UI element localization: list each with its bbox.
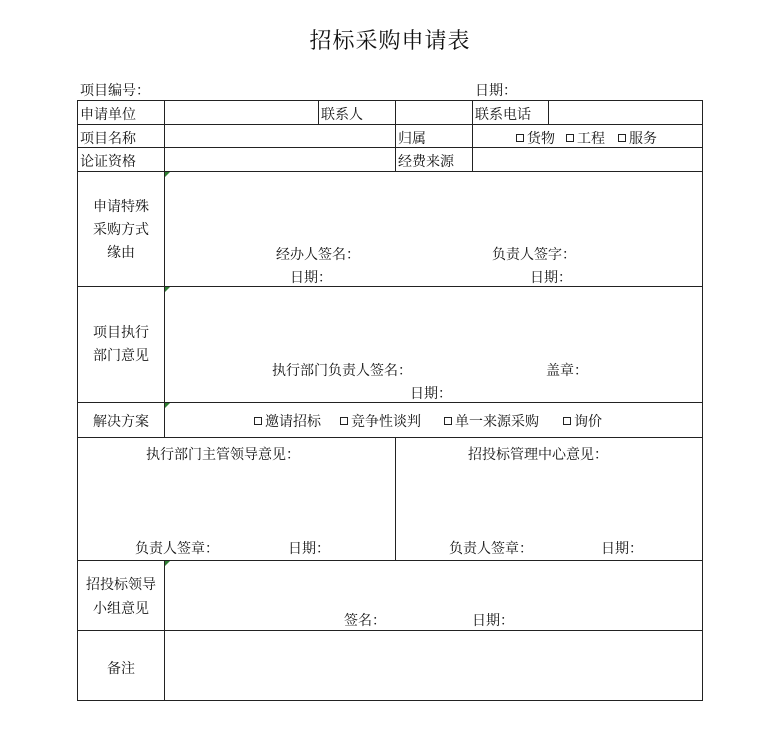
checkbox-icon: [254, 417, 262, 425]
supervisor-date-label: 日期：: [288, 541, 330, 557]
checkbox-icon: [340, 417, 348, 425]
page-title: 招标采购申请表: [309, 29, 471, 54]
date-label: 日期：: [475, 83, 517, 99]
checkbox-icon: [516, 134, 524, 142]
center-opinion-title: 招投标管理中心意见：: [468, 447, 608, 463]
supervisor-sign-label: 负责人签章：: [135, 541, 219, 557]
group-sign-label: 签名：: [344, 613, 386, 629]
option-competitive-negotiation[interactable]: 竞争性谈判: [340, 411, 421, 431]
remarks-label: 备注: [107, 661, 135, 677]
apply-unit-label: 申请单位: [80, 107, 136, 123]
exec-dept-date-label: 日期：: [410, 386, 452, 402]
checkbox-icon: [566, 134, 574, 142]
qualification-label: 论证资格: [80, 154, 136, 170]
leader-sign-label: 负责人签字：: [492, 247, 576, 263]
group-date-label: 日期：: [472, 613, 514, 629]
exec-dept-label: 项目执行 部门意见: [93, 325, 149, 364]
checkbox-icon: [618, 134, 626, 142]
option-inquiry[interactable]: 询价: [563, 411, 602, 431]
fund-source-label: 经费来源: [398, 154, 454, 170]
seal-label: 盖章：: [546, 363, 588, 379]
phone-label: 联系电话: [475, 107, 531, 123]
exec-dept-sign-label: 执行部门负责人签名：: [272, 363, 412, 379]
project-name-label: 项目名称: [80, 131, 136, 147]
special-reason-label: 申请特殊 采购方式 缘由: [93, 199, 149, 261]
solution-label: 解决方案: [93, 414, 149, 430]
belongs-label: 归属: [398, 131, 426, 147]
project-no-label: 项目编号：: [80, 83, 150, 99]
checkbox-icon: [444, 417, 452, 425]
option-invited-bidding[interactable]: 邀请招标: [254, 411, 321, 431]
option-goods[interactable]: 货物: [516, 128, 555, 148]
option-single-source[interactable]: 单一来源采购: [444, 411, 539, 431]
leader-date-label: 日期：: [530, 270, 572, 286]
handler-date-label: 日期：: [290, 270, 332, 286]
leading-group-label: 招投标领导 小组意见: [86, 577, 156, 617]
handler-sign-label: 经办人签名：: [276, 247, 360, 263]
supervisor-opinion-title: 执行部门主管领导意见：: [146, 447, 300, 463]
checkbox-icon: [563, 417, 571, 425]
center-sign-label: 负责人签章：: [449, 541, 533, 557]
option-service[interactable]: 服务: [618, 128, 657, 148]
option-engineering[interactable]: 工程: [566, 128, 605, 148]
center-date-label: 日期：: [601, 541, 643, 557]
contact-label: 联系人: [321, 107, 363, 123]
